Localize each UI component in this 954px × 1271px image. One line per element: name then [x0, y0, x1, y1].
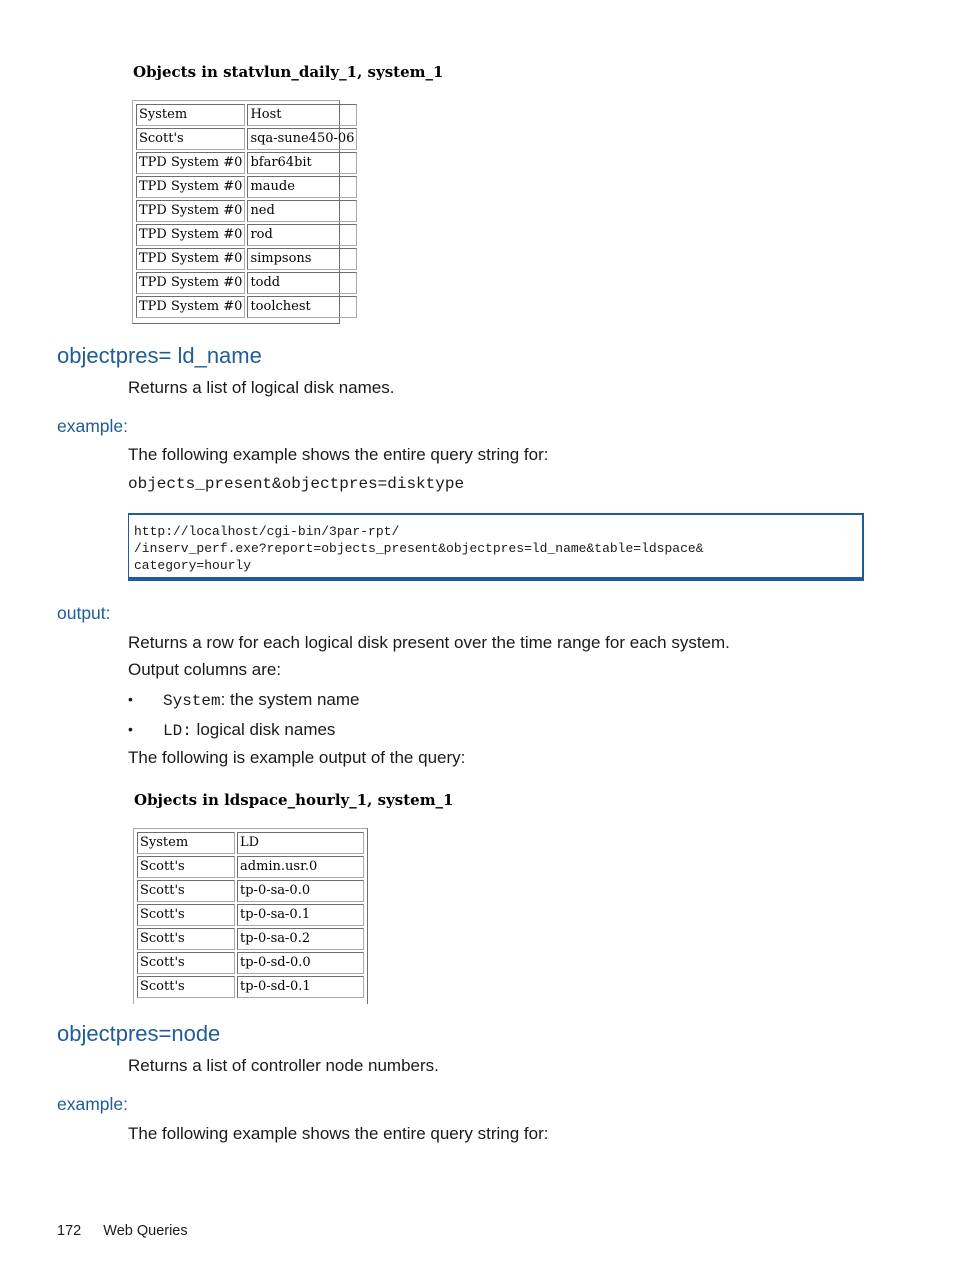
code-block: [128, 513, 864, 581]
bullet-marker: •: [128, 691, 133, 707]
table-cell: Scott's: [137, 952, 235, 974]
table-row: [137, 904, 364, 926]
section-description: Returns a list of logical disk names.: [128, 378, 395, 397]
table-row: [136, 272, 357, 294]
example-inline-code: objects_present&objectpres=disktype: [128, 475, 465, 493]
table2-screenshot: [133, 828, 368, 1004]
table-header-cell: System: [136, 104, 245, 126]
table-cell: todd: [247, 272, 357, 294]
table1: [134, 102, 359, 320]
table-cell: sqa-sune450-06: [247, 128, 357, 150]
example-text: The following example shows the entire query string for:: [128, 445, 549, 464]
table-cell: tp-0-sd-0.1: [237, 976, 364, 998]
table-cell: TPD System #0: [136, 224, 245, 246]
table2: [135, 830, 366, 1000]
table-cell: tp-0-sa-0.1: [237, 904, 364, 926]
bullet-item-ld: [163, 720, 335, 740]
table-cell: admin.usr.0: [237, 856, 364, 878]
table-row: [136, 248, 357, 270]
table-row: [137, 856, 364, 878]
bullet-text: : the system name: [220, 690, 360, 709]
page-number: 172: [57, 1223, 82, 1239]
bullet-text: logical disk names: [191, 720, 336, 739]
table1-screenshot: [132, 100, 355, 324]
page-footer: [57, 1223, 188, 1239]
output-text: Returns a row for each logical disk present over the time range for each system.: [128, 633, 730, 652]
table-cell: Scott's: [136, 128, 245, 150]
bullet-item-system: [163, 690, 360, 710]
output-heading: output:: [57, 603, 111, 623]
table-cell: ned: [247, 200, 357, 222]
example-heading: example:: [57, 416, 129, 436]
bullet-marker: •: [128, 721, 133, 737]
table-header-cell: Host: [247, 104, 357, 126]
table-header-row: [137, 832, 364, 854]
example-output-text: The following is example output of the query:: [128, 748, 466, 767]
example-heading: example:: [57, 1094, 129, 1114]
code-block-text: http://localhost/cgi-bin/3par-rpt/ /inserv_perf.exe?report=objects_present&objectpres=ld_name&table=ldspace& category=hourly: [134, 524, 704, 573]
bullet-code: System: [163, 692, 221, 710]
table-cell: tp-0-sa-0.0: [237, 880, 364, 902]
bullet-code: LD:: [163, 722, 192, 740]
section-heading-ld-name: objectpres= ld_name: [57, 343, 262, 368]
table-cell: TPD System #0: [136, 200, 245, 222]
table-cell: TPD System #0: [136, 176, 245, 198]
table-header-cell: System: [137, 832, 235, 854]
table-cell: Scott's: [137, 856, 235, 878]
table-cell: Scott's: [137, 904, 235, 926]
table-cell: maude: [247, 176, 357, 198]
footer-section: Web Queries: [103, 1223, 188, 1239]
table-row: [137, 928, 364, 950]
table-cell: TPD System #0: [136, 152, 245, 174]
table-cell: simpsons: [247, 248, 357, 270]
table2-title: Objects in ldspace_hourly_1, system_1: [134, 791, 454, 809]
table-row: [137, 952, 364, 974]
table-cell: Scott's: [137, 880, 235, 902]
section-description: Returns a list of controller node numbers.: [128, 1056, 439, 1075]
table-cell: Scott's: [137, 928, 235, 950]
table1-title: Objects in statvlun_daily_1, system_1: [133, 63, 444, 81]
example-text: The following example shows the entire query string for:: [128, 1124, 549, 1143]
table-row: [137, 976, 364, 998]
table-cell: bfar64bit: [247, 152, 357, 174]
table-row: [136, 152, 357, 174]
table-cell: tp-0-sa-0.2: [237, 928, 364, 950]
table-row: [136, 176, 357, 198]
output-columns-text: Output columns are:: [128, 660, 282, 679]
table-cell: toolchest: [247, 296, 357, 318]
table-row: [136, 200, 357, 222]
table-cell: TPD System #0: [136, 272, 245, 294]
section-heading-node: objectpres=node: [57, 1021, 221, 1046]
table-row: [136, 296, 357, 318]
table-cell: TPD System #0: [136, 296, 245, 318]
table-row: [136, 224, 357, 246]
table-cell: Scott's: [137, 976, 235, 998]
table-header-cell: LD: [237, 832, 364, 854]
table-cell: TPD System #0: [136, 248, 245, 270]
table-cell: rod: [247, 224, 357, 246]
table-header-row: [136, 104, 357, 126]
table-cell: tp-0-sd-0.0: [237, 952, 364, 974]
table-row: [136, 128, 357, 150]
table-row: [137, 880, 364, 902]
